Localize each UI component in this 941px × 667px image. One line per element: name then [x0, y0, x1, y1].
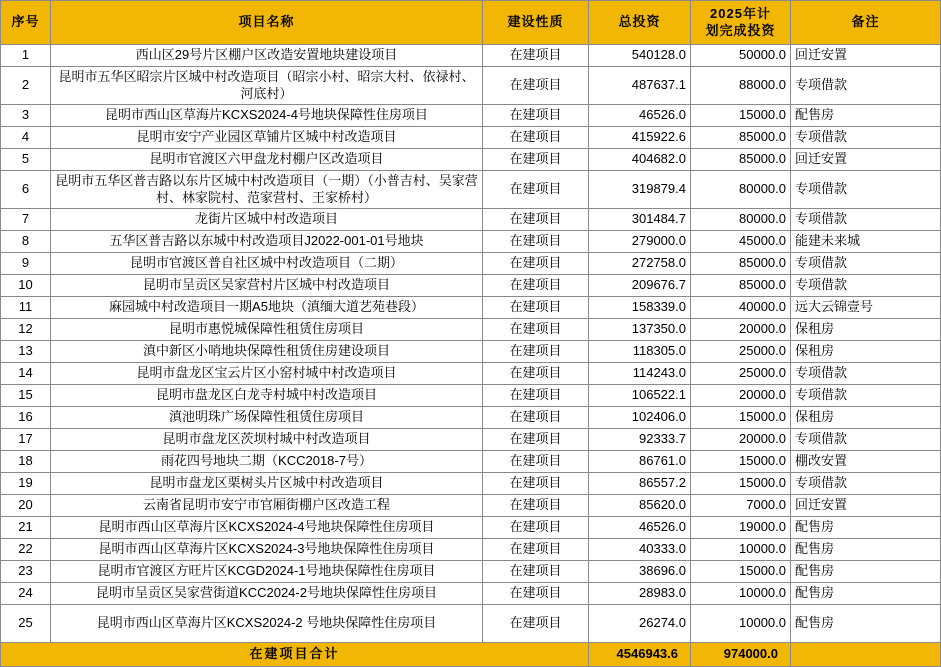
- cell-construction-nature: 在建项目: [483, 275, 589, 297]
- cell-index: 14: [1, 363, 51, 385]
- cell-total-investment: 26274.0: [589, 605, 691, 643]
- cell-project-name: 昆明市西山区草海片区KCXS2024-4号地块保障性住房项目: [51, 517, 483, 539]
- cell-remark: 配售房: [791, 539, 941, 561]
- cell-project-name: 昆明市盘龙区栗树头片区城中村改造项目: [51, 473, 483, 495]
- cell-index: 20: [1, 495, 51, 517]
- column-header-remark: 备注: [791, 1, 941, 45]
- cell-construction-nature: 在建项目: [483, 171, 589, 209]
- cell-total-investment: 92333.7: [589, 429, 691, 451]
- cell-index: 8: [1, 231, 51, 253]
- cell-total-investment: 118305.0: [589, 341, 691, 363]
- cell-total-investment: 114243.0: [589, 363, 691, 385]
- cell-construction-nature: 在建项目: [483, 319, 589, 341]
- cell-remark: 远大云锦壹号: [791, 297, 941, 319]
- table-row: [1, 583, 941, 605]
- cell-project-name: 昆明市盘龙区宝云片区小窑村城中村改造项目: [51, 363, 483, 385]
- cell-total-investment: 86557.2: [589, 473, 691, 495]
- cell-total-investment: 487637.1: [589, 67, 691, 105]
- cell-plan-2025: 15000.0: [691, 407, 791, 429]
- table-row: [1, 127, 941, 149]
- cell-plan-2025: 15000.0: [691, 473, 791, 495]
- cell-plan-2025: 10000.0: [691, 583, 791, 605]
- cell-index: 10: [1, 275, 51, 297]
- table-footer: [1, 643, 941, 667]
- cell-construction-nature: 在建项目: [483, 231, 589, 253]
- table-row: [1, 275, 941, 297]
- table-row: [1, 561, 941, 583]
- cell-total-investment: 40333.0: [589, 539, 691, 561]
- cell-total-investment: 158339.0: [589, 297, 691, 319]
- table-row: [1, 45, 941, 67]
- table-row: [1, 319, 941, 341]
- cell-construction-nature: 在建项目: [483, 429, 589, 451]
- table-row: [1, 605, 941, 643]
- cell-index: 22: [1, 539, 51, 561]
- cell-plan-2025: 50000.0: [691, 45, 791, 67]
- cell-total-investment: 46526.0: [589, 105, 691, 127]
- footer-remark-blank: [791, 643, 941, 667]
- cell-remark: 专项借款: [791, 127, 941, 149]
- cell-project-name: 昆明市呈贡区吴家营街道KCC2024-2号地块保障性住房项目: [51, 583, 483, 605]
- cell-construction-nature: 在建项目: [483, 407, 589, 429]
- table-header-row: [1, 1, 941, 45]
- cell-index: 24: [1, 583, 51, 605]
- cell-project-name: 昆明市盘龙区茨坝村城中村改造项目: [51, 429, 483, 451]
- cell-remark: 配售房: [791, 517, 941, 539]
- column-header-total-investment: 总投资: [589, 1, 691, 45]
- cell-plan-2025: 80000.0: [691, 209, 791, 231]
- cell-plan-2025: 20000.0: [691, 319, 791, 341]
- cell-project-name: 滇中新区小哨地块保障性租赁住房建设项目: [51, 341, 483, 363]
- footer-plan-2025: 974000.0: [691, 643, 791, 667]
- table-footer-row: [1, 643, 941, 667]
- table-row: [1, 149, 941, 171]
- footer-total-investment: 4546943.6: [589, 643, 691, 667]
- cell-project-name: 昆明市五华区昭宗片区城中村改造项目（昭宗小村、昭宗大村、依禄村、河底村）: [51, 67, 483, 105]
- cell-index: 19: [1, 473, 51, 495]
- cell-project-name: 云南省昆明市安宁市官厢街棚户区改造工程: [51, 495, 483, 517]
- cell-remark: 回迁安置: [791, 45, 941, 67]
- cell-project-name: 昆明市盘龙区白龙寺村城中村改造项目: [51, 385, 483, 407]
- cell-plan-2025: 88000.0: [691, 67, 791, 105]
- cell-total-investment: 272758.0: [589, 253, 691, 275]
- cell-remark: 专项借款: [791, 67, 941, 105]
- cell-total-investment: 137350.0: [589, 319, 691, 341]
- cell-plan-2025: 20000.0: [691, 429, 791, 451]
- cell-remark: 配售房: [791, 605, 941, 643]
- cell-construction-nature: 在建项目: [483, 583, 589, 605]
- cell-index: 9: [1, 253, 51, 275]
- cell-plan-2025: 10000.0: [691, 539, 791, 561]
- cell-total-investment: 404682.0: [589, 149, 691, 171]
- cell-project-name: 昆明市西山区草海片区KCXS2024-2 号地块保障性住房项目: [51, 605, 483, 643]
- cell-index: 1: [1, 45, 51, 67]
- cell-index: 3: [1, 105, 51, 127]
- cell-total-investment: 28983.0: [589, 583, 691, 605]
- cell-plan-2025: 40000.0: [691, 297, 791, 319]
- cell-plan-2025: 45000.0: [691, 231, 791, 253]
- cell-plan-2025: 85000.0: [691, 275, 791, 297]
- cell-construction-nature: 在建项目: [483, 341, 589, 363]
- table-row: [1, 517, 941, 539]
- cell-project-name: 昆明市五华区普吉路以东片区城中村改造项目（一期）（小普吉村、吴家营村、林家院村、范家营村、王家桥村）: [51, 171, 483, 209]
- cell-project-name: 五华区普吉路以东城中村改造项目J2022-001-01号地块: [51, 231, 483, 253]
- cell-project-name: 西山区29号片区棚户区改造安置地块建设项目: [51, 45, 483, 67]
- cell-remark: 配售房: [791, 583, 941, 605]
- table-body: [1, 45, 941, 643]
- cell-construction-nature: 在建项目: [483, 253, 589, 275]
- cell-remark: 专项借款: [791, 171, 941, 209]
- cell-project-name: 昆明市官渡区普自社区城中村改造项目（二期）: [51, 253, 483, 275]
- cell-index: 21: [1, 517, 51, 539]
- cell-total-investment: 85620.0: [589, 495, 691, 517]
- cell-total-investment: 86761.0: [589, 451, 691, 473]
- table-row: [1, 297, 941, 319]
- cell-remark: 回迁安置: [791, 495, 941, 517]
- cell-remark: 专项借款: [791, 253, 941, 275]
- cell-project-name: 昆明市惠悦城保障性租赁住房项目: [51, 319, 483, 341]
- cell-index: 5: [1, 149, 51, 171]
- cell-total-investment: 209676.7: [589, 275, 691, 297]
- column-header-construction-nature: 建设性质: [483, 1, 589, 45]
- cell-construction-nature: 在建项目: [483, 539, 589, 561]
- cell-total-investment: 102406.0: [589, 407, 691, 429]
- cell-index: 12: [1, 319, 51, 341]
- column-header-index: 序号: [1, 1, 51, 45]
- table-row: [1, 385, 941, 407]
- table-row: [1, 363, 941, 385]
- footer-total-label: 在建项目合计: [1, 643, 589, 667]
- table-row: [1, 341, 941, 363]
- cell-project-name: 龙街片区城中村改造项目: [51, 209, 483, 231]
- table-row: [1, 495, 941, 517]
- cell-plan-2025: 15000.0: [691, 105, 791, 127]
- cell-total-investment: 319879.4: [589, 171, 691, 209]
- column-header-plan-2025-line2: 划完成投资: [705, 22, 776, 38]
- cell-plan-2025: 20000.0: [691, 385, 791, 407]
- cell-construction-nature: 在建项目: [483, 45, 589, 67]
- cell-construction-nature: 在建项目: [483, 605, 589, 643]
- cell-index: 17: [1, 429, 51, 451]
- cell-remark: 专项借款: [791, 429, 941, 451]
- cell-remark: 配售房: [791, 105, 941, 127]
- cell-remark: 能建未来城: [791, 231, 941, 253]
- cell-index: 25: [1, 605, 51, 643]
- cell-remark: 专项借款: [791, 363, 941, 385]
- table-row: [1, 171, 941, 209]
- table-row: [1, 231, 941, 253]
- cell-index: 6: [1, 171, 51, 209]
- table-row: [1, 451, 941, 473]
- cell-remark: 棚改安置: [791, 451, 941, 473]
- cell-remark: 保租房: [791, 319, 941, 341]
- cell-remark: 专项借款: [791, 209, 941, 231]
- cell-plan-2025: 25000.0: [691, 341, 791, 363]
- cell-construction-nature: 在建项目: [483, 495, 589, 517]
- table-row: [1, 429, 941, 451]
- table-row: [1, 209, 941, 231]
- cell-project-name: 麻园城中村改造项目一期A5地块（滇缅大道艺苑巷段）: [51, 297, 483, 319]
- cell-total-investment: 415922.6: [589, 127, 691, 149]
- table-row: [1, 67, 941, 105]
- cell-remark: 专项借款: [791, 385, 941, 407]
- cell-plan-2025: 25000.0: [691, 363, 791, 385]
- cell-remark: 保租房: [791, 407, 941, 429]
- cell-construction-nature: 在建项目: [483, 67, 589, 105]
- cell-total-investment: 301484.7: [589, 209, 691, 231]
- cell-project-name: 昆明市安宁产业园区草铺片区城中村改造项目: [51, 127, 483, 149]
- cell-construction-nature: 在建项目: [483, 127, 589, 149]
- cell-remark: 保租房: [791, 341, 941, 363]
- cell-remark: 专项借款: [791, 275, 941, 297]
- cell-index: 16: [1, 407, 51, 429]
- cell-index: 11: [1, 297, 51, 319]
- cell-index: 15: [1, 385, 51, 407]
- column-header-plan-2025-line1: 2025年计: [710, 6, 771, 22]
- cell-plan-2025: 15000.0: [691, 451, 791, 473]
- cell-remark: 专项借款: [791, 473, 941, 495]
- cell-total-investment: 279000.0: [589, 231, 691, 253]
- cell-construction-nature: 在建项目: [483, 385, 589, 407]
- table-row: [1, 407, 941, 429]
- cell-total-investment: 106522.1: [589, 385, 691, 407]
- cell-index: 13: [1, 341, 51, 363]
- cell-project-name: 雨花四号地块二期（KCC2018-7号）: [51, 451, 483, 473]
- cell-construction-nature: 在建项目: [483, 209, 589, 231]
- column-header-project-name: 项目名称: [51, 1, 483, 45]
- cell-index: 4: [1, 127, 51, 149]
- cell-plan-2025: 15000.0: [691, 561, 791, 583]
- cell-plan-2025: 10000.0: [691, 605, 791, 643]
- column-header-plan-2025: [691, 1, 791, 45]
- cell-remark: 配售房: [791, 561, 941, 583]
- cell-construction-nature: 在建项目: [483, 451, 589, 473]
- cell-construction-nature: 在建项目: [483, 297, 589, 319]
- table-header: [1, 1, 941, 45]
- table-row: [1, 473, 941, 495]
- cell-construction-nature: 在建项目: [483, 105, 589, 127]
- table-row: [1, 105, 941, 127]
- table-row: [1, 253, 941, 275]
- cell-plan-2025: 85000.0: [691, 253, 791, 275]
- cell-project-name: 滇池明珠广场保障性租赁住房项目: [51, 407, 483, 429]
- cell-plan-2025: 85000.0: [691, 149, 791, 171]
- cell-plan-2025: 80000.0: [691, 171, 791, 209]
- cell-index: 7: [1, 209, 51, 231]
- cell-project-name: 昆明市西山区草海片区KCXS2024-3号地块保障性住房项目: [51, 539, 483, 561]
- cell-plan-2025: 7000.0: [691, 495, 791, 517]
- cell-construction-nature: 在建项目: [483, 561, 589, 583]
- cell-remark: 回迁安置: [791, 149, 941, 171]
- cell-total-investment: 38696.0: [589, 561, 691, 583]
- cell-index: 2: [1, 67, 51, 105]
- cell-construction-nature: 在建项目: [483, 473, 589, 495]
- cell-project-name: 昆明市西山区草海片KCXS2024-4号地块保障性住房项目: [51, 105, 483, 127]
- cell-index: 23: [1, 561, 51, 583]
- cell-plan-2025: 19000.0: [691, 517, 791, 539]
- cell-project-name: 昆明市呈贡区吴家营村片区城中村改造项目: [51, 275, 483, 297]
- cell-project-name: 昆明市官渡区六甲盘龙村棚户区改造项目: [51, 149, 483, 171]
- cell-project-name: 昆明市官渡区方旺片区KCGD2024-1号地块保障性住房项目: [51, 561, 483, 583]
- cell-index: 18: [1, 451, 51, 473]
- cell-plan-2025: 85000.0: [691, 127, 791, 149]
- table-row: [1, 539, 941, 561]
- cell-total-investment: 46526.0: [589, 517, 691, 539]
- cell-construction-nature: 在建项目: [483, 363, 589, 385]
- cell-total-investment: 540128.0: [589, 45, 691, 67]
- cell-construction-nature: 在建项目: [483, 517, 589, 539]
- cell-construction-nature: 在建项目: [483, 149, 589, 171]
